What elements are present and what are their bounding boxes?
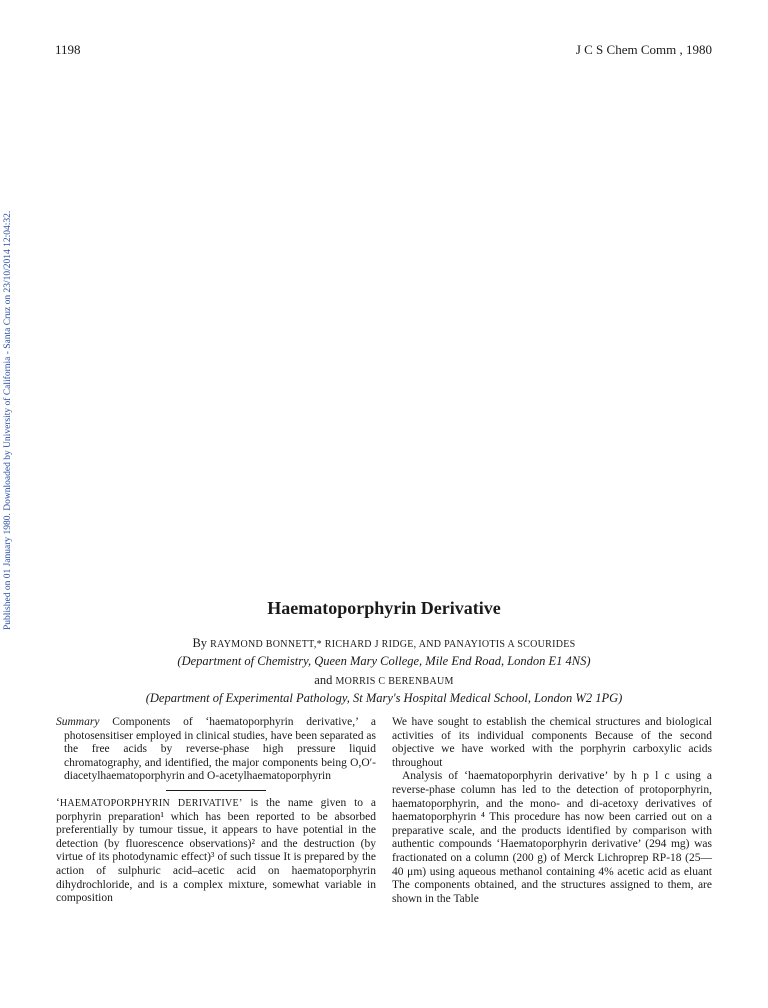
download-watermark[interactable]: Published on 01 January 1980. Downloaded by University of California - Santa Cruz on 23/10/2014 12:04:32. bbox=[3, 210, 13, 630]
author-line-2 bbox=[0, 673, 768, 688]
para1-lead: HAEMATOPORPHYRIN DERIVATIVE’ bbox=[59, 797, 243, 809]
page-number: 1198 bbox=[55, 42, 81, 57]
body-paragraph-3: Analysis of ‘haematoporphyrin derivative’ by h p l c using a reverse-phase column has led to the detection of protoporphyrin, haematoporphyrin, and the mono- and di-acetoxy derivatives of haematoporphyrin ⁴ This procedure has now been carried out on a preparative scale, and the products identified by comparison with authentic compounds ‘Haematoporphyrin derivative’ (294 mg) was fractionated on a column (200 g) of Merck Lichroprep RP-18 (25—40 μm) using aqueous methanol containing 4% acetic acid as eluant The components obtained, and the structures assigned to them, are shown in the Table bbox=[392, 770, 712, 905]
by-label: By bbox=[192, 636, 208, 650]
summary-text: Components of ‘haematoporphyrin derivative,’ a photosensitiser employed in clinical studies, have been separated as the free acids by reverse-phase high pressure liquid chromatography, and identified, the major components being O,O′-diacetylhaematoporphyrin and O-acetylhaematoporphyrin bbox=[64, 716, 376, 783]
author-names-2: MORRIS C BERENBAUM bbox=[335, 676, 454, 687]
article-title: Haematoporphyrin Derivative bbox=[267, 598, 501, 618]
affiliation-1: (Department of Chemistry, Queen Mary College, Mile End Road, London E1 4NS) bbox=[177, 654, 591, 668]
summary-paragraph bbox=[56, 716, 376, 784]
journal-header: J C S Chem Comm , 1980 bbox=[575, 42, 712, 57]
body-paragraph-1: ‘HAEMATOPORPHYRIN DERIVATIVE’ is the name given to a porphyrin preparation¹ which has been reported to be absorbed preferentially by tumour tissue, it appears to have potential in the detection (by fluorescence observations)² and the destruction (by virtue of its photodynamic effect)³ of such tissue It is prepared by the action of sulphuric acid–acetic acid on haematoporphyrin dihydrochloride, and is a complex mixture, somewhat variable in composition bbox=[56, 796, 376, 905]
author-names-1: RAYMOND BONNETT,* RICHARD J RIDGE, AND PANAYIOTIS A SCOURIDES bbox=[210, 639, 576, 650]
divider-rule bbox=[166, 790, 266, 791]
para1-text: is the name given to a porphyrin preparation¹ which has been reported to be absorbed preferentially by tumour tissue, it appears to have potential in the detection (by fluorescence observations)² and the destruction (by virtue of its photodynamic effect)³ of such tissue It is prepared by the action of sulphuric acid–acetic acid on haematoporphyrin dihydrochloride, and is a complex mixture, somewhat variable in composition bbox=[56, 796, 376, 905]
right-column bbox=[392, 716, 712, 906]
left-column bbox=[56, 716, 376, 906]
summary-label: Summary bbox=[56, 716, 100, 728]
and-label: and bbox=[314, 673, 333, 687]
affiliation-2: (Department of Experimental Pathology, St Mary's Hospital Medical School, London W2 1PG) bbox=[145, 691, 623, 705]
author-line-1 bbox=[0, 636, 768, 651]
body-paragraph-2: We have sought to establish the chemical structures and biological activities of its individual components Because of the second objective we have worked with the porphyrin carboxylic acids throughout bbox=[392, 716, 712, 769]
